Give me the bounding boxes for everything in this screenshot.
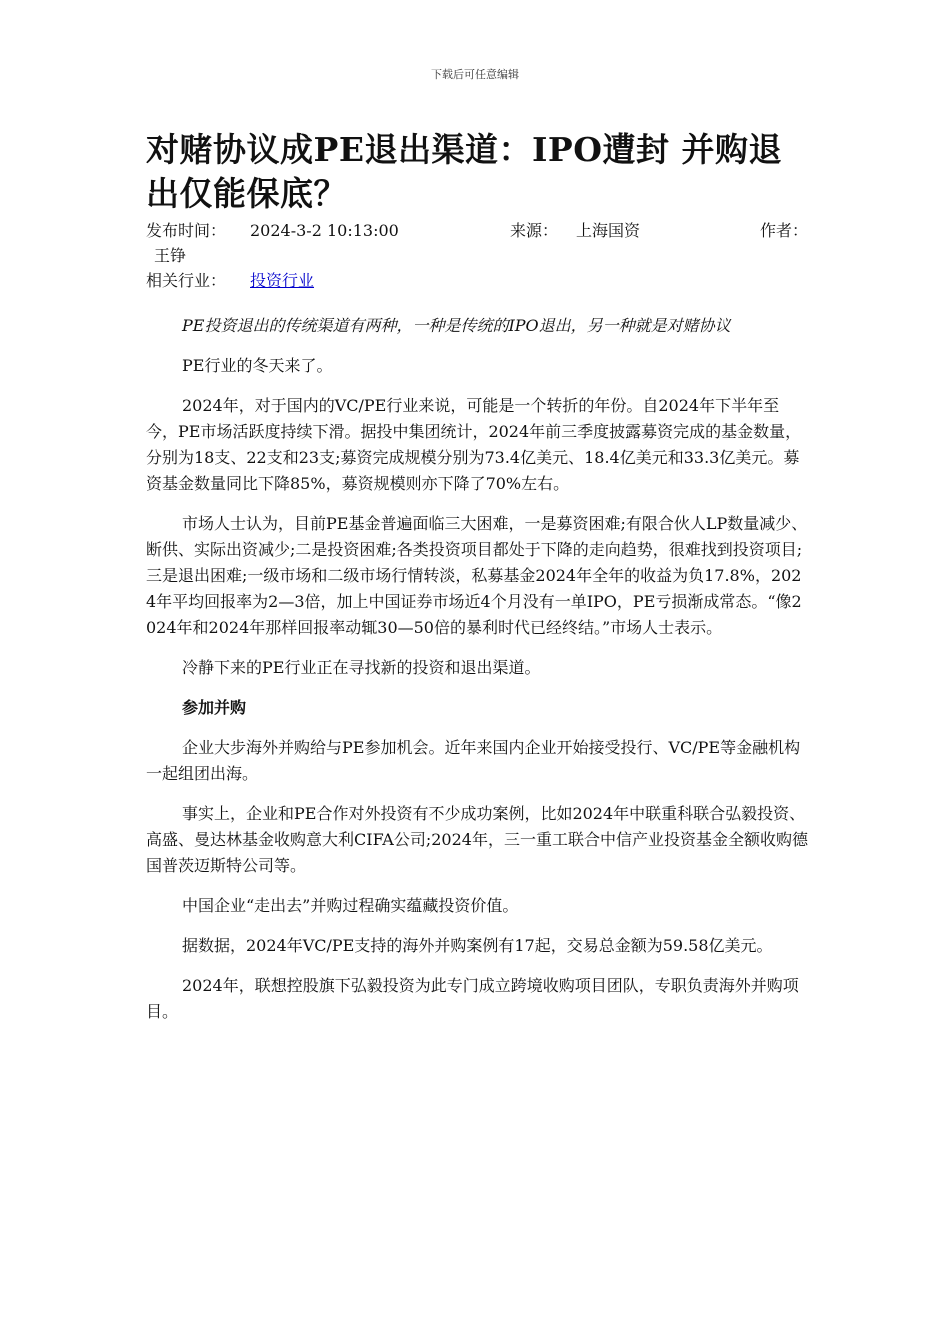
article-title: 对赌协议成PE退出渠道：IPO遭封 并购退出仅能保底？ xyxy=(146,130,782,213)
page-header-note: 下载后可任意编辑 xyxy=(431,68,519,81)
source-value: 上海国资 xyxy=(576,221,641,240)
article-meta xyxy=(146,218,808,293)
section-heading: 参加并购 xyxy=(182,698,247,717)
paragraph: PE行业的冬天来了。 xyxy=(182,356,333,375)
article-lead: PE投资退出的传统渠道有两种，一种是传统的IPO退出，另一种就是对赌协议 xyxy=(182,316,731,335)
source-label: 来源： xyxy=(510,221,559,240)
industry-label: 相关行业： xyxy=(146,271,227,290)
paragraph: 冷静下来的PE行业正在寻找新的投资和退出渠道。 xyxy=(182,658,541,677)
meta-row-publish xyxy=(146,218,808,243)
paragraph: 中国企业“走出去”并购过程确实蕴藏投资价值。 xyxy=(182,896,519,915)
author-value: 王铮 xyxy=(154,246,187,265)
meta-row-industry xyxy=(146,268,808,293)
industry-link[interactable]: 投资行业 xyxy=(250,271,315,290)
paragraph: 据数据，2024年VC/PE支持的海外并购案例有17起，交易总金额为59.58亿美元。 xyxy=(182,936,773,955)
paragraph: 企业大步海外并购给与PE参加机会。近年来国内企业开始接受投行、VC/PE等金融机构一起组团出海。 xyxy=(146,738,801,783)
author-label: 作者： xyxy=(759,221,808,240)
paragraph: 事实上，企业和PE合作对外投资有不少成功案例，比如2024年中联重科联合弘毅投资、高盛、曼达林基金收购意大利CIFA公司;2024年，三一重工联合中信产业投资基金全额收购德国普茨迈斯特公司等。 xyxy=(146,804,808,875)
paragraph: 市场人士认为，目前PE基金普遍面临三大困难，一是募资困难;有限合伙人LP数量减少、断供、实际出资减少;二是投资困难;各类投资项目都处于下降的走向趋势，很难找到投资项目;三是退出困难;一级市场和二级市场行情转淡，私募基金2024年全年的收益为负17.8%，2024年平均回报率为2—3倍，加上中国证券市场近4个月没有一单IPO，PE亏损渐成常态。“像2024年和2024年那样回报率动辄30—50倍的暴利时代已经终结。”市场人士表示。 xyxy=(146,514,808,637)
publish-time-label: 发布时间： xyxy=(146,221,227,240)
paragraph: 2024年，联想控股旗下弘毅投资为此专门成立跨境收购项目团队，专职负责海外并购项目。 xyxy=(146,976,799,1021)
article xyxy=(146,128,808,1025)
publish-time-value: 2024-3-2 10:13:00 xyxy=(250,221,399,240)
paragraph: 2024年，对于国内的VC/PE行业来说，可能是一个转折的年份。自2024年下半年至今，PE市场活跃度持续下滑。据投中集团统计，2024年前三季度披露募资完成的基金数量，分别为18支、22支和23支;募资完成规模分别为73.4亿美元、18.4亿美元和33.3亿美元。募资基金数量同比下降85%，募资规模则亦下降了70%左右。 xyxy=(146,396,802,493)
